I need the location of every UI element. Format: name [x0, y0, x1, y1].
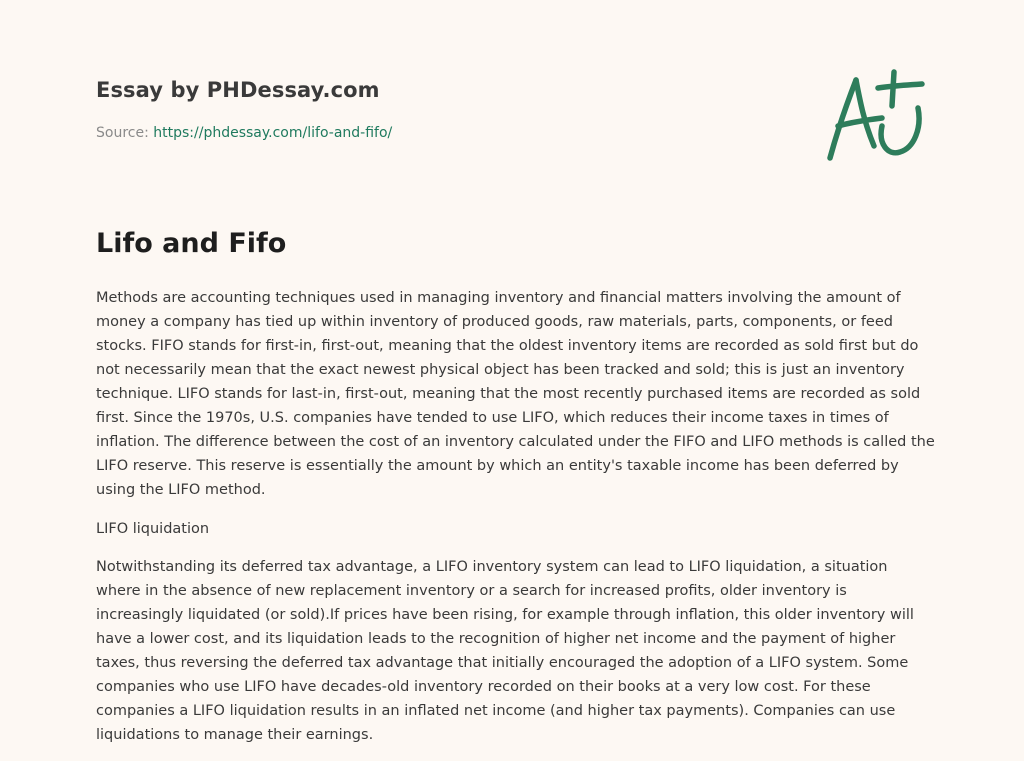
- source-link[interactable]: https://phdessay.com/lifo-and-fifo/: [153, 125, 393, 141]
- article-body: [96, 286, 936, 761]
- article-title: Lifo and Fifo: [96, 228, 287, 259]
- essay-header: [96, 76, 796, 143]
- a-plus-logo-icon: [822, 66, 928, 166]
- paragraph-liquidation: Notwithstanding its deferred tax advantage, a LIFO inventory system can lead to LIFO liquidation, a situation where in the absence of new replacement inventory or a search for increased profits, older inventory is increasingly liquidated (or sold).If prices have been rising, for example through inflation, this older inventory will have a lower cost, and its liquidation leads to the recognition of higher net income and the payment of higher taxes, thus reversing the deferred tax advantage that initially encouraged the adoption of a LIFO system. Some companies who use LIFO have decades-old inventory recorded on their books at a very low cost. For these companies a LIFO liquidation results in an inflated net income (and higher tax payments). Companies can use liquidations to manage their earnings.: [96, 559, 914, 743]
- source-line: [96, 123, 796, 143]
- site-brand: Essay by PHDessay.com: [96, 78, 380, 102]
- paragraph-intro: Methods are accounting techniques used in managing inventory and financial matters involving the amount of money a company has tied up within inventory of produced goods, raw materials, parts, components, or feed stocks. FIFO stands for first-in, first-out, meaning that the oldest inventory items are recorded as sold first but do not necessarily mean that the exact newest physical object has been tracked and sold; this is just an inventory technique. LIFO stands for last-in, first-out, meaning that the most recently purchased items are recorded as sold first. Since the 1970s, U.S. companies have tended to use LIFO, which reduces their income taxes in times of inflation. The difference between the cost of an inventory calculated under the FIFO and LIFO methods is called the LIFO reserve. This reserve is essentially the amount by which an entity's taxable income has been deferred by using the LIFO method.: [96, 290, 935, 498]
- source-label: Source:: [96, 125, 154, 141]
- section-heading: LIFO liquidation: [96, 521, 210, 537]
